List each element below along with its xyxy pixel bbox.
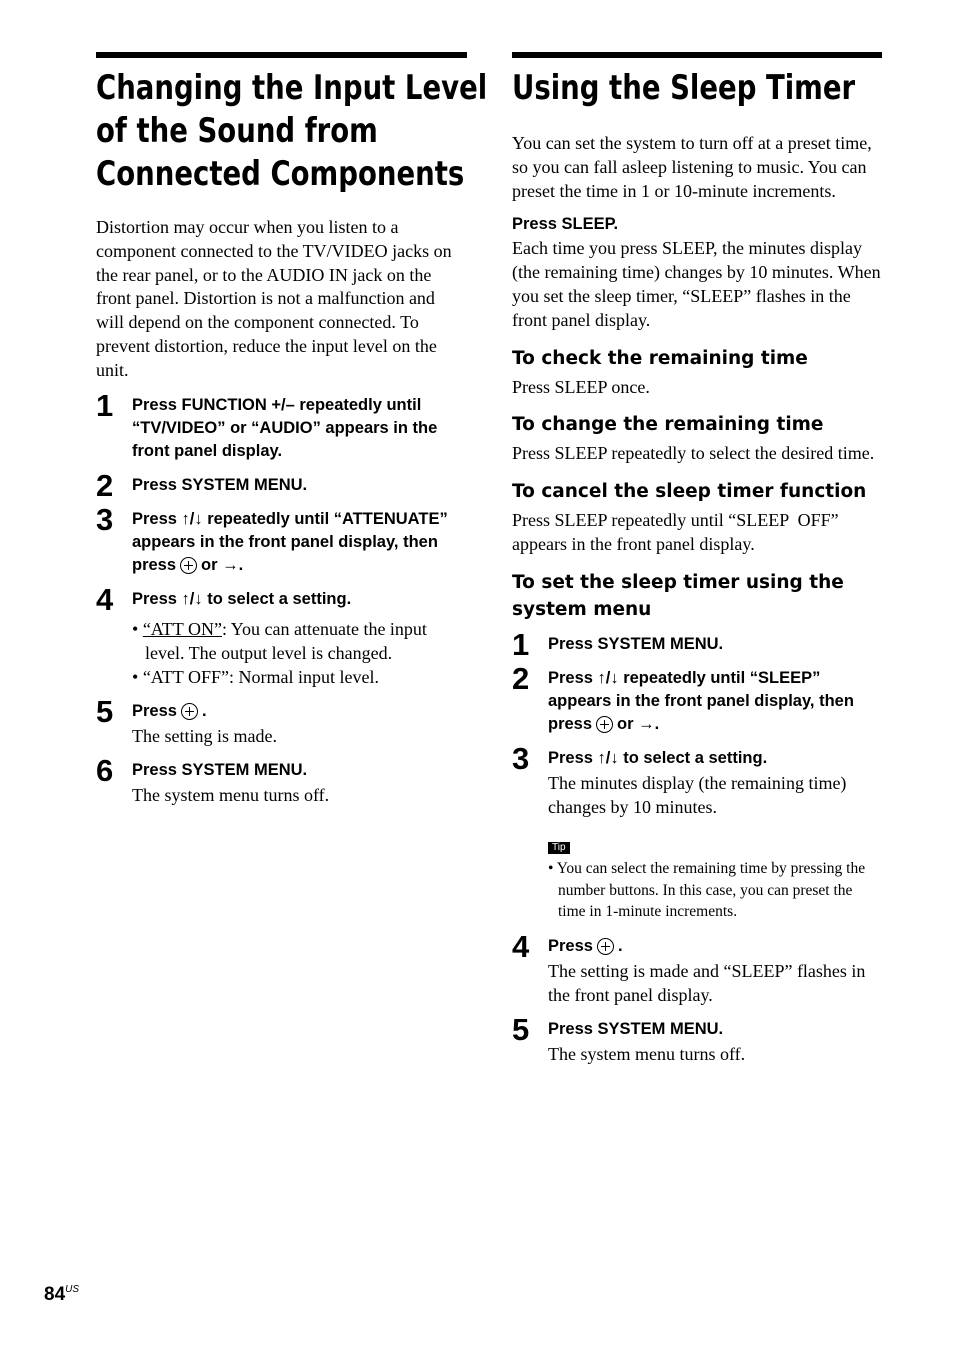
- right-step-3: [512, 740, 882, 923]
- cancel-sleep-body: Press SLEEP repeatedly until “SLEEP OFF” appears in the front panel display.: [512, 510, 844, 554]
- step-number: 4: [96, 581, 114, 617]
- step-instruction: Press SYSTEM MENU.: [548, 1020, 724, 1039]
- press-sleep-body: Each time you press SLEEP, the minutes display (the remaining time) changes by 10 minutes. When you set the sleep timer, “SLEEP” flashes in the front panel display.: [512, 238, 881, 330]
- cancel-sleep-heading: To cancel the sleep timer function: [512, 481, 867, 503]
- left-step-3: [96, 501, 467, 577]
- bullet-att-on: • “ATT ON”: You can attenuate the input level. The output level is changed.: [132, 618, 427, 663]
- right-step-5: [512, 1012, 882, 1067]
- step-result: The system menu turns off.: [548, 1044, 746, 1065]
- region-code: US: [65, 1284, 80, 1295]
- step-instruction: Press SYSTEM MENU.: [132, 475, 308, 494]
- section-rule: [96, 52, 467, 58]
- tip-badge: Tip: [548, 842, 570, 854]
- left-step-4: [96, 581, 467, 689]
- step-instruction: Press ↑/↓ repeatedly until “ATTENUATE” appears in the front panel display, then press or →.: [132, 509, 448, 574]
- enter-button-icon: [180, 557, 197, 574]
- step-instruction: Press ↑/↓ to select a setting.: [548, 748, 768, 767]
- enter-button-icon: [596, 716, 613, 733]
- tip-text: • You can select the remaining time by pressing the number buttons. In this case, you can preset the time in 1-minute increments.: [548, 860, 866, 921]
- step-number: 2: [96, 467, 114, 503]
- left-step-1: [96, 387, 467, 463]
- right-step-4: [512, 928, 882, 1008]
- step-instruction: Press ↑/↓ repeatedly until “SLEEP” appears in the front panel display, then press or →.: [548, 668, 854, 733]
- step-number: 3: [96, 501, 114, 537]
- step-number: 6: [96, 753, 114, 789]
- step-instruction: Press .: [132, 701, 207, 720]
- check-remaining-body: Press SLEEP once.: [512, 376, 650, 397]
- step-instruction: Press SYSTEM MENU.: [548, 634, 724, 653]
- step-result: The minutes display (the remaining time) changes by 10 minutes.: [548, 772, 847, 817]
- left-step-5: [96, 693, 467, 749]
- check-remaining-heading: To check the remaining time: [512, 347, 808, 369]
- left-step-2: [96, 467, 467, 503]
- left-column: [96, 52, 488, 808]
- step-instruction: Press SYSTEM MENU.: [132, 761, 308, 780]
- system-menu-heading: To set the sleep timer using the system menu: [512, 571, 844, 620]
- step-result: The setting is made.: [132, 725, 277, 746]
- att-on-link[interactable]: “ATT ON”: [142, 618, 222, 639]
- step-instruction: Press .: [548, 936, 623, 955]
- step-result: The system menu turns off.: [132, 785, 330, 806]
- step-number: 5: [96, 693, 114, 729]
- left-section-title: Changing the Input Level of the Sound from Connected Components: [96, 68, 488, 194]
- enter-button-icon: [181, 703, 198, 720]
- right-step-1: [512, 626, 882, 662]
- step-number: 5: [512, 1012, 530, 1048]
- left-step-6: [96, 753, 467, 808]
- right-step-2: [512, 660, 882, 736]
- step-number: 2: [512, 660, 530, 696]
- right-column: [512, 52, 882, 1067]
- left-intro: Distortion may occur when you listen to a component connected to the TV/VIDEO jacks on the rear panel, or to the AUDIO IN jack on the front panel. Distortion is not a malfunction and will depend on the component connected. To prevent distortion, reduce the input level on the unit.: [96, 217, 452, 380]
- step-number: 4: [512, 928, 530, 964]
- press-sleep-instruction: Press SLEEP.: [512, 215, 619, 234]
- step-instruction: Press FUNCTION +/– repeatedly until “TV/VIDEO” or “AUDIO” appears in the front panel display.: [132, 395, 438, 460]
- step-result: The setting is made and “SLEEP” flashes in the front panel display.: [548, 960, 866, 1005]
- enter-button-icon: [597, 938, 614, 955]
- right-intro: You can set the system to turn off at a preset time, so you can fall asleep listening to music. You can preset the time in 1 or 10-minute increments.: [512, 133, 872, 201]
- page-number: $84^{US}$: [44, 1284, 80, 1305]
- step-number: 1: [512, 626, 530, 662]
- bullet-att-off: • “ATT OFF”: Normal input level.: [132, 666, 379, 687]
- step-instruction: Press ↑/↓ to select a setting.: [132, 589, 352, 608]
- change-remaining-body: Press SLEEP repeatedly to select the desired time.: [512, 443, 875, 464]
- change-remaining-heading: To change the remaining time: [512, 414, 824, 436]
- section-rule: [512, 52, 882, 58]
- tip-block: [548, 837, 882, 923]
- step-number: 3: [512, 740, 530, 776]
- right-section-title: Using the Sleep Timer: [512, 68, 856, 108]
- step-number: 1: [96, 387, 114, 423]
